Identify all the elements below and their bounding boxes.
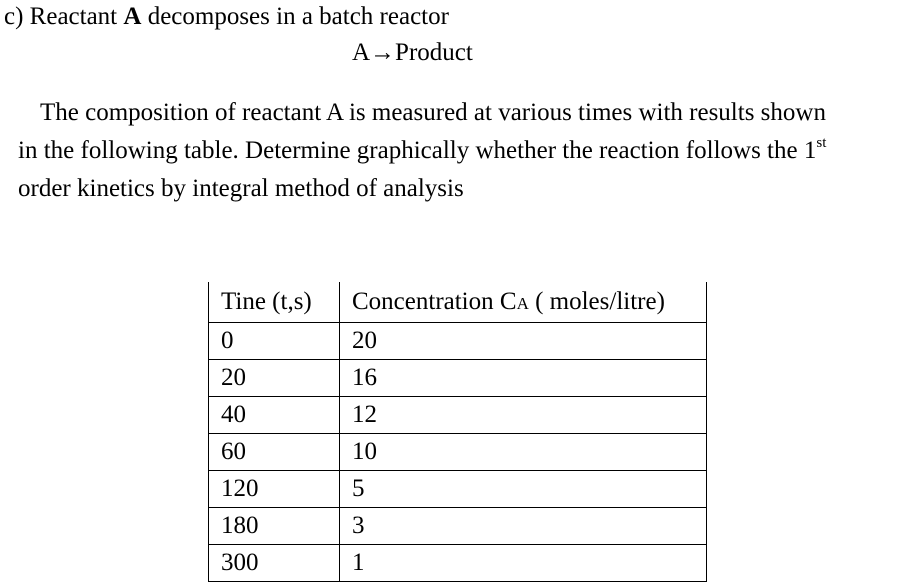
cell-concentration: 16 [340,360,707,397]
table-row [209,360,707,397]
ordinal-superscript: st [816,134,827,151]
heading-species: A [123,3,142,30]
table-row [209,323,707,360]
table-header-row [209,282,707,323]
cell-concentration: 5 [340,471,707,508]
cell-concentration: 12 [340,397,707,434]
paragraph-line-3: order kinetics by integral method of analysis [18,175,464,202]
cell-time: 180 [209,508,340,545]
table-body [209,323,707,582]
cell-time: 20 [209,360,340,397]
table-row [209,508,707,545]
reaction-equation: A→Product [352,39,473,66]
header-concentration [340,282,707,323]
heading-prefix: c) Reactant [4,3,124,30]
table-row [209,545,707,582]
header-concentration-suffix: ( moles/litre) [528,288,665,315]
cell-concentration: 1 [340,545,707,582]
problem-paragraph [18,94,916,208]
table-row [209,397,707,434]
cell-time: 120 [209,471,340,508]
cell-concentration: 10 [340,434,707,471]
header-concentration-subscript: A [516,294,529,313]
cell-time: 300 [209,545,340,582]
question-heading [4,2,449,32]
paragraph-line-1: The composition of reactant A is measured at various times with results shown [40,99,826,126]
cell-time: 40 [209,397,340,434]
table-row [209,471,707,508]
paragraph-line-2-text: in the following table. Determine graphically whether the reaction follows the 1 [18,137,817,164]
cell-time: 60 [209,434,340,471]
table-row [209,434,707,471]
heading-suffix: decomposes in a batch reactor [141,3,449,30]
header-concentration-prefix: Concentration C [352,288,517,315]
header-time: Tine (t,s) [209,282,340,323]
paragraph-line-2 [18,132,916,170]
cell-time: 0 [209,323,340,360]
cell-concentration: 20 [340,323,707,360]
concentration-table [208,282,707,582]
cell-concentration: 3 [340,508,707,545]
